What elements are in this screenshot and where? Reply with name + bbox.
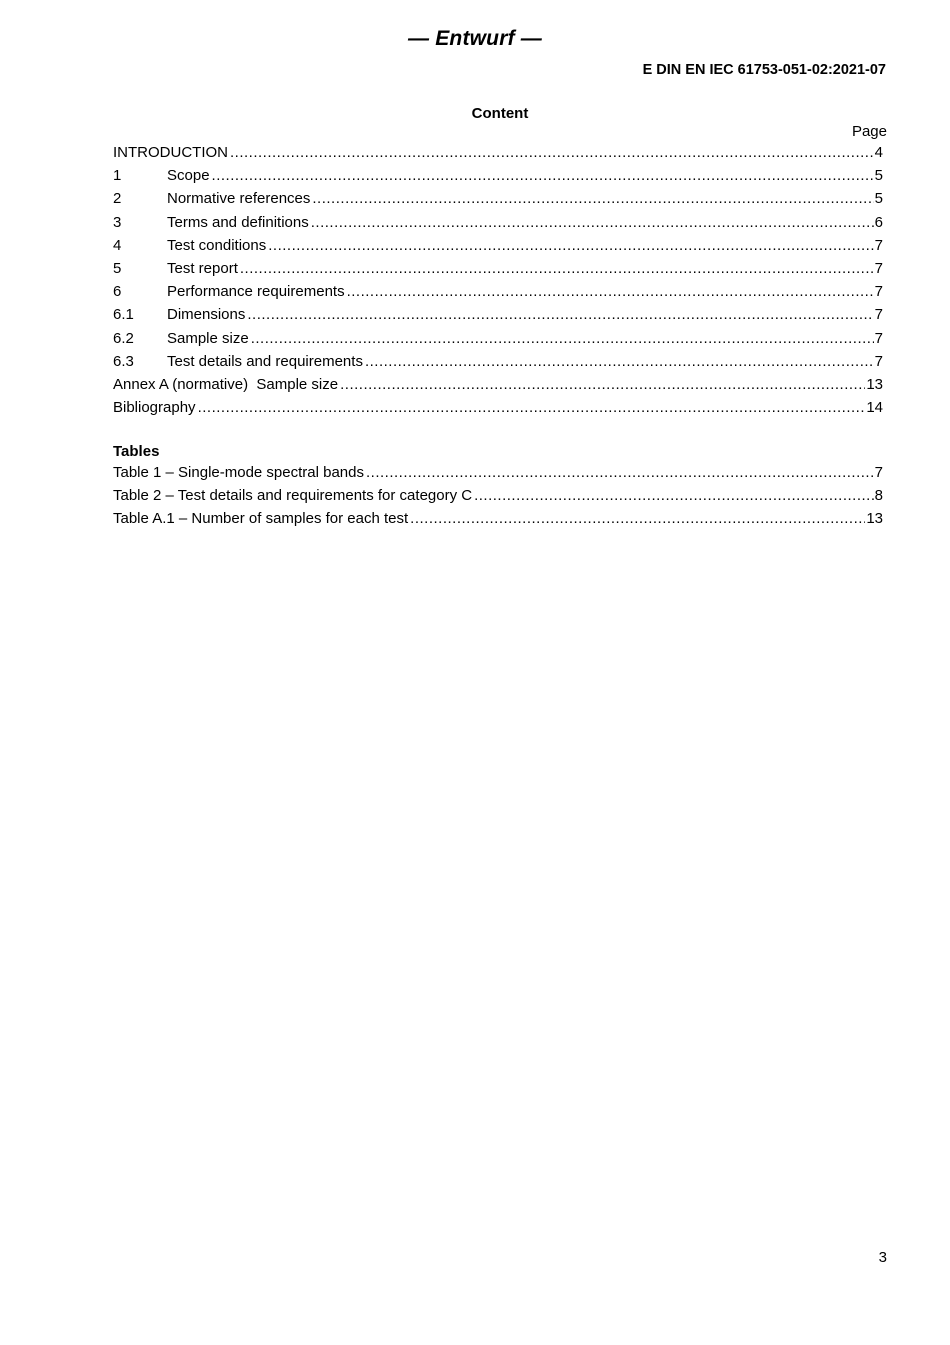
toc-dot-leader (196, 399, 866, 416)
toc-entry-title: Terms and definitions (167, 213, 309, 231)
toc-entry-page: 7 (874, 283, 883, 301)
toc-dot-leader (266, 237, 873, 254)
table-entry-a1[interactable] (113, 510, 883, 533)
table-of-contents (113, 144, 883, 422)
toc-entry-page: 5 (874, 190, 883, 208)
toc-entry-title: Normative references (167, 190, 311, 208)
toc-entry-title: Test report (167, 259, 238, 277)
toc-entry-page: 7 (874, 329, 883, 347)
toc-entry-page: 7 (874, 306, 883, 324)
toc-entry-normative-references[interactable] (113, 190, 883, 213)
toc-heading: Content (471, 105, 529, 122)
toc-entry-title: Dimensions (167, 306, 246, 324)
toc-dot-leader (338, 376, 865, 393)
table-entry-title: Table A.1 – Number of samples for each test (113, 510, 409, 528)
toc-entry-number: 4 (113, 236, 122, 254)
toc-dot-leader (249, 330, 874, 347)
table-entry-title: Table 2 – Test details and requirements for category C (113, 487, 473, 505)
toc-entry-test-conditions[interactable] (113, 237, 883, 260)
toc-entry-page: 4 (874, 144, 883, 161)
toc-entry-number: 3 (113, 213, 122, 231)
toc-entry-terms-and-definitions[interactable] (113, 214, 883, 237)
toc-dot-leader (310, 190, 873, 207)
table-entry-2[interactable] (113, 487, 883, 510)
toc-dot-leader (364, 464, 874, 481)
toc-entry-number: 5 (113, 259, 122, 277)
toc-entry-title: Annex A (normative) Sample size (113, 375, 339, 393)
toc-entry-page: 14 (866, 399, 883, 417)
toc-entry-page: 13 (866, 375, 883, 393)
table-entry-page: 13 (866, 510, 883, 528)
toc-dot-leader (228, 144, 874, 161)
toc-entry-title: Test conditions (167, 236, 267, 254)
toc-dot-leader (408, 510, 865, 527)
toc-entry-number: 1 (113, 167, 122, 185)
toc-entry-number: 6.2 (113, 329, 134, 347)
toc-entry-title: Sample size (167, 329, 249, 347)
page-column-label: Page (851, 123, 887, 140)
toc-dot-leader (472, 487, 874, 504)
toc-entry-number: 6.1 (113, 306, 134, 324)
toc-dot-leader (245, 306, 873, 323)
toc-entry-number: 2 (113, 190, 122, 208)
toc-entry-dimensions[interactable] (113, 306, 883, 329)
toc-entry-title: INTRODUCTION (113, 144, 228, 161)
toc-entry-number: 6 (113, 283, 122, 301)
table-entry-page: 8 (874, 487, 883, 505)
toc-entry-scope[interactable] (113, 167, 883, 190)
toc-entry-sample-size[interactable] (113, 330, 883, 353)
toc-dot-leader (309, 214, 874, 231)
toc-entry-page: 6 (874, 213, 883, 231)
toc-entry-introduction[interactable] (113, 144, 883, 167)
toc-entry-bibliography[interactable] (113, 399, 883, 422)
toc-entry-title: Performance requirements (167, 283, 345, 301)
toc-entry-page: 7 (874, 352, 883, 370)
toc-entry-annex-a[interactable] (113, 376, 883, 399)
toc-entry-page: 7 (874, 259, 883, 277)
toc-entry-number: 6.3 (113, 352, 134, 370)
page-number: 3 (878, 1249, 887, 1266)
toc-entry-title: Test details and requirements (167, 352, 363, 370)
toc-dot-leader (363, 353, 874, 370)
draft-title: — Entwurf — (407, 27, 543, 50)
toc-dot-leader (238, 260, 874, 277)
table-entry-1[interactable] (113, 464, 883, 487)
toc-entry-title: Bibliography (113, 399, 196, 417)
toc-entry-page: 7 (874, 236, 883, 254)
toc-entry-title: Scope (167, 167, 210, 185)
table-entry-page: 7 (874, 464, 883, 481)
toc-entry-page: 5 (874, 167, 883, 185)
toc-entry-test-report[interactable] (113, 260, 883, 283)
toc-dot-leader (345, 283, 874, 300)
document-id: E DIN EN IEC 61753-051-02:2021-07 (642, 62, 886, 78)
toc-entry-performance-requirements[interactable] (113, 283, 883, 306)
toc-entry-test-details-and-requirements[interactable] (113, 353, 883, 376)
list-of-tables (113, 464, 883, 534)
toc-dot-leader (210, 167, 874, 184)
table-entry-title: Table 1 – Single-mode spectral bands (113, 464, 364, 481)
tables-heading: Tables (113, 443, 160, 460)
